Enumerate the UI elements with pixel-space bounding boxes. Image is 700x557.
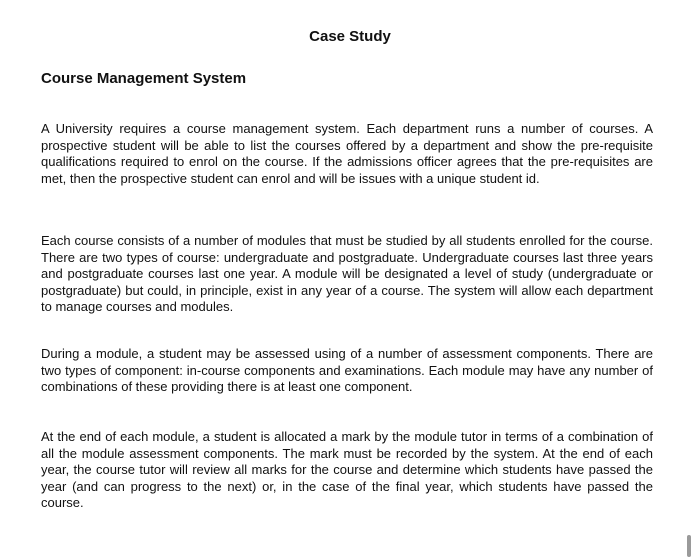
paragraph-1: A University requires a course management system. Each department runs a number of courses. A prospective student will be able to list the courses offered by a department and show the pre-requisite qualifications required to enrol on the course. If the admissions officer agrees that the pre-requisites are met, then the prospective student can enrol and will be issues with a unique student id.: [41, 121, 653, 186]
document-title: Case Study: [309, 28, 391, 45]
section-heading: Course Management System: [41, 70, 247, 87]
paragraph-2: Each course consists of a number of modules that must be studied by all students enrolled for the course. There are two types of course: undergraduate and postgraduate. Undergraduate courses last three years and postgraduate courses last one year. A module will be designated a level of study (undergraduate or postgraduate) but could, in principle, exist in any year of a course. The system will allow each department to manage courses and modules.: [41, 233, 653, 314]
paragraph-3: During a module, a student may be assessed using of a number of assessment components. There are two types of component: in-course components and examinations. Each module may have any number of combinations of these providing there is at least one component.: [41, 346, 653, 394]
paragraph-4: At the end of each module, a student is allocated a mark by the module tutor in terms of a combination of all the module assessment components. The mark must be recorded by the system. At the end of each year, the course tutor will review all marks for the course and determine which students have passed the year (and can progress to the next) or, in the case of the final year, which students have passed the course.: [41, 429, 653, 510]
scrollbar-thumb[interactable]: [687, 535, 691, 557]
